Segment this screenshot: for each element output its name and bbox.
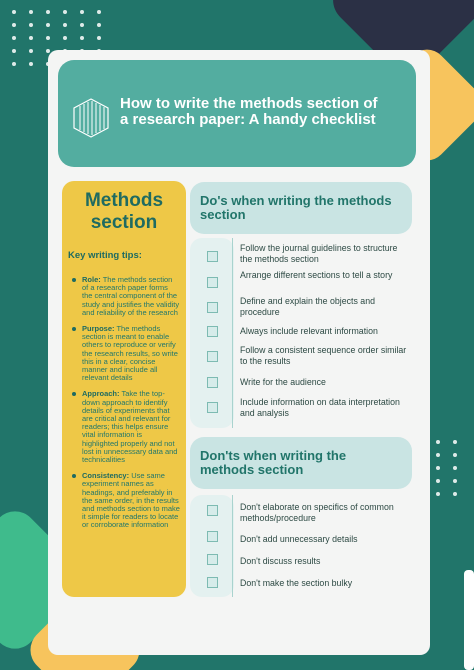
donts-divider bbox=[232, 495, 233, 597]
checkbox[interactable] bbox=[207, 277, 218, 288]
dot-grid-decoration-right bbox=[436, 440, 461, 496]
hexagon-stripes-icon bbox=[73, 98, 109, 138]
tip-item bbox=[70, 325, 180, 382]
dos-item: Arrange different sections to tell a story bbox=[240, 270, 393, 280]
dos-item: Always include relevant information bbox=[240, 326, 378, 336]
checkbox[interactable] bbox=[207, 326, 218, 337]
checkbox[interactable] bbox=[207, 351, 218, 362]
tip-text: The methods section is meant to enable others to reproduce or verify the research results, so write this in a clear, concise manner and include all relevant details bbox=[82, 324, 178, 383]
page-title: How to write the methods section of a research paper: A handy checklist bbox=[120, 95, 378, 128]
dos-item: Include information on data interpretation and analysis bbox=[240, 397, 400, 418]
tip-label: Role: bbox=[82, 275, 101, 284]
dos-item: Follow a consistent sequence order similar to the results bbox=[240, 345, 407, 366]
dos-divider bbox=[232, 238, 233, 428]
tip-item bbox=[70, 390, 180, 464]
checkbox[interactable] bbox=[207, 302, 218, 313]
checkbox[interactable] bbox=[207, 377, 218, 388]
dos-item: Follow the journal guidelines to structure the methods section bbox=[240, 243, 398, 264]
white-bar-decoration bbox=[464, 570, 474, 670]
methods-title: Methods section bbox=[84, 190, 164, 233]
checkbox[interactable] bbox=[207, 505, 218, 516]
checkbox[interactable] bbox=[207, 577, 218, 588]
dos-item: Define and explain the objects and procedure bbox=[240, 296, 375, 317]
tip-label: Purpose: bbox=[82, 324, 115, 334]
checkbox[interactable] bbox=[207, 251, 218, 262]
donts-item: Don't elaborate on specifics of common methods/procedure bbox=[240, 502, 394, 523]
checkbox[interactable] bbox=[207, 554, 218, 565]
tip-item bbox=[70, 276, 180, 317]
tip-text: Take the top-down approach to identify details of experiments that are critical and relevant for readers; this helps ensure vital information is highlighted properly and not lost in unnecessary data and technicalities bbox=[82, 389, 178, 465]
donts-item: Don't add unnecessary details bbox=[240, 534, 358, 544]
tip-text: Use same experiment names as headings, and preferably in the same order, in the results and methods section to make it simple for readers to locate or corroborate information bbox=[82, 471, 180, 530]
donts-heading: Don'ts when writing the methods section bbox=[190, 437, 412, 489]
dos-item: Write for the audience bbox=[240, 377, 326, 387]
tip-text: The methods section of a research paper forms the central component of the study and justifies the validity and reliability of the research bbox=[82, 275, 180, 317]
tip-label: Consistency: bbox=[82, 471, 130, 481]
tip-label: Approach: bbox=[82, 389, 120, 399]
tips-heading: Key writing tips: bbox=[68, 250, 142, 261]
checkbox[interactable] bbox=[207, 531, 218, 542]
tip-item bbox=[70, 472, 180, 529]
tips-list bbox=[70, 276, 180, 538]
donts-item: Don't make the section bulky bbox=[240, 578, 353, 588]
donts-item: Don't discuss results bbox=[240, 556, 321, 566]
checkbox[interactable] bbox=[207, 402, 218, 413]
dos-heading: Do's when writing the methods section bbox=[190, 182, 412, 234]
